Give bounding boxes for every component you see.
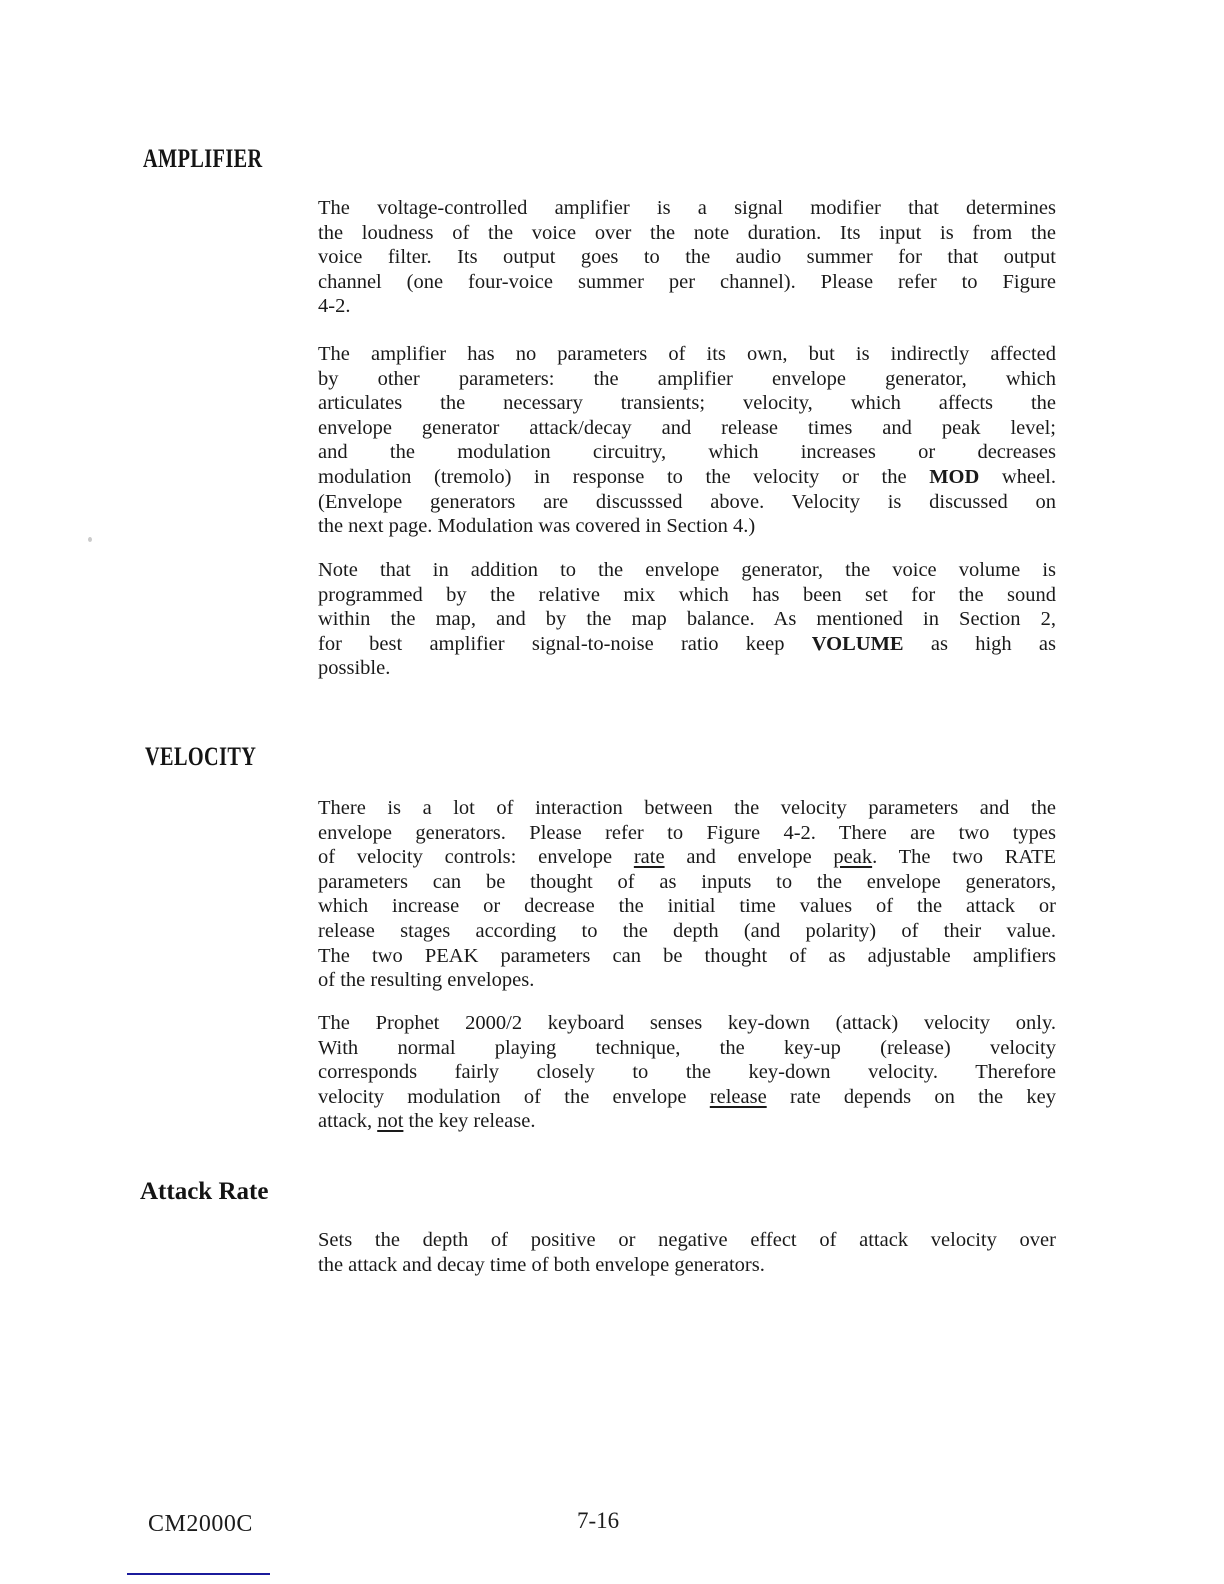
footer-page-number: 7-16 [577,1508,620,1533]
text-segment: 4-2. [318,295,351,318]
text-segment: and envelope [664,846,834,869]
text-line [318,607,1056,632]
paragraph [318,796,1056,993]
footer-underline-mark [127,1573,270,1575]
text-segment: With normal playing technique, the key-up (release) velocity [318,1036,1056,1059]
text-line [318,919,1056,944]
text-segment: of the resulting envelopes. [318,969,535,992]
text-line [318,558,1056,583]
text-line [318,944,1056,969]
section-heading-attack-rate: Attack Rate [140,1178,269,1205]
section-heading-amplifier: AMPLIFIER [143,144,263,173]
scan-artifact-dot [88,537,92,542]
text-line [318,245,1056,270]
text-line [318,440,1056,465]
text-line [318,416,1056,441]
text-line [318,391,1056,416]
paragraph [318,1228,1056,1277]
text-segment: of velocity controls: envelope [318,846,634,869]
text-line [318,1085,1056,1110]
text-segment: envelope generator attack/decay and release times and peak level; [318,416,1056,439]
text-segment: possible. [318,657,391,680]
text-line [318,465,1056,490]
text-segment: channel (one four-voice summer per channel). Please refer to Figure [318,270,1056,293]
text-segment: Sets the depth of positive or negative effect of attack velocity over [318,1229,1056,1251]
text-line [318,270,1056,295]
text-segment: voice filter. Its output goes to the audio summer for that output [318,246,1056,269]
text-segment: the key release. [403,1110,536,1133]
bold-term: VOLUME [811,632,904,655]
text-line [318,1060,1056,1085]
text-line [318,294,1056,319]
text-segment: the loudness of the voice over the note duration. Its input is from the [318,221,1056,244]
text-segment: envelope generators. Please refer to Figure 4-2. There are two types [318,821,1056,844]
text-segment: The two PEAK parameters can be thought of as adjustable amplifiers [318,944,1056,967]
paragraph [318,1011,1056,1134]
text-line [318,1253,1056,1278]
text-segment: modulation (tremolo) in response to the velocity or the [318,465,930,488]
text-line [318,1011,1056,1036]
text-segment: by other parameters: the amplifier envelope generator, which [318,367,1056,390]
text-line [318,490,1056,515]
text-segment: which increase or decrease the initial time values of the attack or [318,895,1056,918]
text-segment: wheel. [979,465,1056,488]
text-line [318,514,1056,539]
underlined-term: not [377,1110,404,1133]
text-segment: The Prophet 2000/2 keyboard senses key-down (attack) velocity only. [318,1012,1056,1034]
text-line [318,1109,1056,1134]
text-line [318,796,1056,821]
text-segment: within the map, and by the map balance. As mentioned in Section 2, [318,608,1056,631]
text-segment: Note that in addition to the envelope generator, the voice volume is [318,559,1056,581]
text-line [318,968,1056,993]
text-segment: . The two RATE [872,846,1056,869]
text-segment: the next page. Modulation was covered in Section 4.) [318,515,756,538]
paragraph [318,558,1056,681]
bold-term: MOD [929,465,980,488]
underlined-term: peak [833,846,873,869]
text-segment: the attack and decay time of both envelope generators. [318,1253,765,1276]
text-line [318,196,1056,221]
text-line [318,894,1056,919]
text-segment: articulates the necessary transients; velocity, which affects the [318,392,1056,415]
text-segment: corresponds fairly closely to the key-down velocity. Therefore [318,1061,1056,1084]
paragraph [318,196,1056,319]
text-segment: as high as [903,632,1056,655]
text-segment: attack, [318,1110,378,1133]
text-line [318,583,1056,608]
text-line [318,821,1056,846]
text-segment: rate depends on the key [766,1085,1056,1108]
text-line [318,632,1056,657]
text-line [318,656,1056,681]
text-line [318,870,1056,895]
underlined-term: release [709,1085,767,1108]
section-heading-velocity: VELOCITY [145,742,257,771]
text-line [318,1036,1056,1061]
footer-model-code: CM2000C [148,1511,253,1537]
text-segment: velocity modulation of the envelope [318,1085,710,1108]
text-segment: programmed by the relative mix which has been set for the sound [318,583,1056,606]
text-line [318,342,1056,367]
text-line [318,367,1056,392]
text-segment: release stages according to the depth (and polarity) of their value. [318,919,1056,942]
text-line [318,845,1056,870]
text-line [318,1228,1056,1253]
text-segment: There is a lot of interaction between the velocity parameters and the [318,797,1056,819]
underlined-term: rate [633,846,665,869]
text-segment: for best amplifier signal-to-noise ratio keep [318,632,812,655]
text-line [318,221,1056,246]
text-segment: The voltage-controlled amplifier is a signal modifier that determines [318,197,1056,219]
text-segment: and the modulation circuitry, which increases or decreases [318,441,1056,464]
text-segment: The amplifier has no parameters of its own, but is indirectly affected [318,343,1056,365]
text-segment: parameters can be thought of as inputs to the envelope generators, [318,870,1056,893]
paragraph [318,342,1056,539]
text-segment: (Envelope generators are discusssed above. Velocity is discussed on [318,490,1056,513]
